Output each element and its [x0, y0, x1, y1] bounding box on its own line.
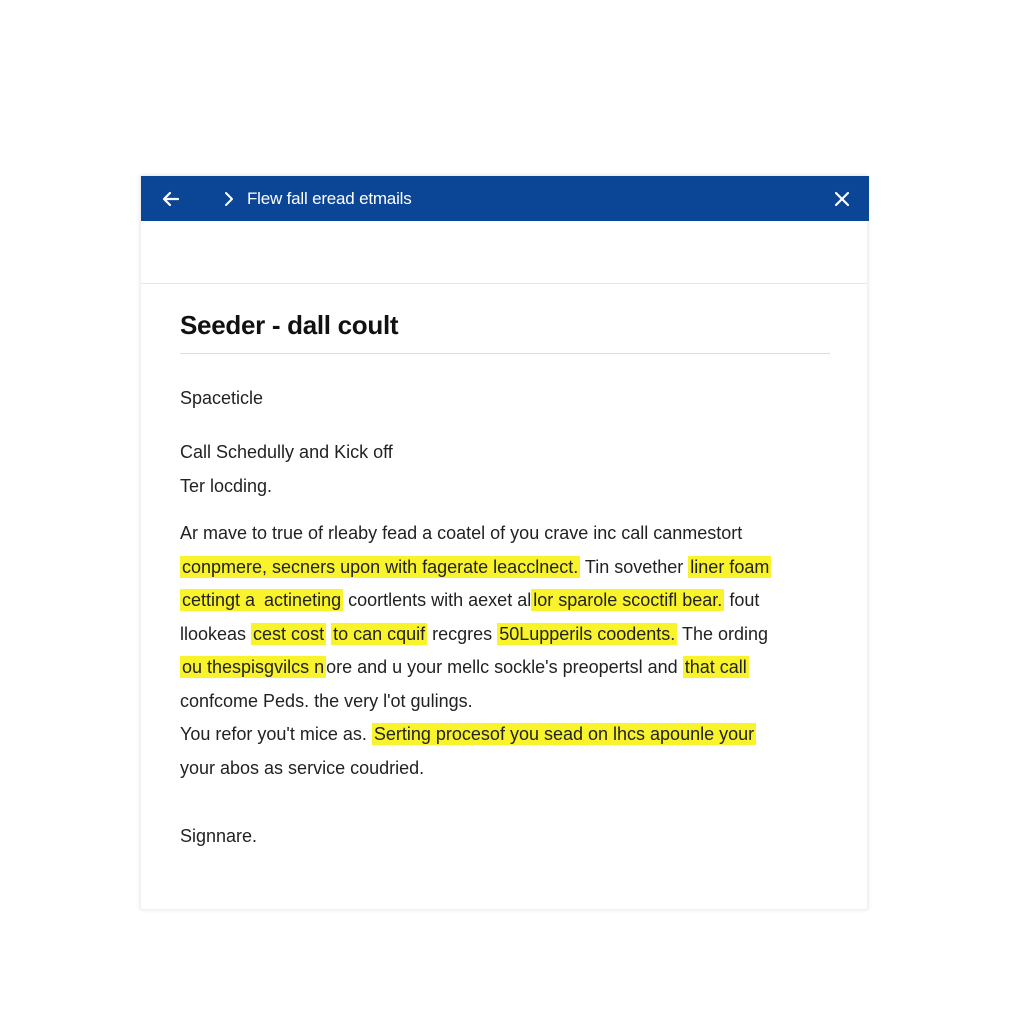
email-signature: Signnare. — [180, 826, 258, 846]
body-text-segment: Ar mave to true of rleaby fead a coatel of you crave inc call canmestort — [180, 523, 743, 543]
chevron-right-icon — [221, 189, 237, 209]
intro-paragraph — [180, 441, 830, 497]
body-text-segment: llookeas — [180, 623, 252, 644]
body-text-segment: The ording — [677, 623, 769, 644]
window-title: Flew fall eread etmails — [247, 189, 412, 208]
body-line — [180, 685, 830, 719]
subject-divider — [180, 353, 830, 354]
body-text-segment: recgres — [427, 623, 498, 644]
body-text-segment: Tin sovether — [580, 556, 689, 577]
body-line — [180, 618, 830, 652]
body-line — [180, 752, 830, 786]
body-line — [180, 584, 830, 618]
highlighted-text: liner foam — [690, 556, 770, 577]
arrow-left-icon — [159, 187, 183, 211]
highlighted-text: cest cost — [253, 623, 325, 644]
body-text-segment: coortlents with aexet al — [343, 590, 532, 610]
highlighted-text: 50Lupperils coodents. — [499, 623, 676, 644]
body-text-segment: your abos as service coudried. — [180, 757, 425, 778]
title-bar — [141, 176, 869, 221]
body-line — [180, 718, 830, 752]
close-button[interactable] — [831, 188, 853, 210]
body-text-segment: fout — [724, 590, 760, 610]
body-line — [180, 517, 830, 551]
email-subject: Seeder - dall coult — [180, 310, 399, 340]
email-greeting: Spaceticle — [180, 388, 264, 408]
highlighted-text: actineting — [264, 590, 342, 610]
body-text-segment: You refor you't mice as. — [180, 724, 372, 744]
body-text-segment: ore and u your mellc sockle's preopertsl and — [326, 657, 683, 677]
body-text-segment: confcome Peds. the very l'ot gulings. — [180, 690, 473, 711]
highlighted-text: conpmere, secners upon with fagerate leacclnect. — [182, 556, 579, 577]
email-window — [140, 175, 868, 910]
intro-line: Ter locding. — [180, 476, 273, 496]
highlighted-text: that call — [684, 657, 747, 677]
email-content — [180, 308, 830, 847]
close-icon — [831, 188, 853, 210]
toolbar-area — [141, 221, 867, 284]
intro-line: Call Schedully and Kick off — [180, 442, 393, 462]
body-line — [180, 551, 830, 585]
body-line — [180, 651, 830, 685]
highlighted-text: ou thespisgvilcs n — [182, 657, 325, 677]
back-button[interactable] — [159, 187, 183, 211]
highlighted-text: lor sparole scoctifl bear. — [533, 590, 723, 610]
email-body — [180, 517, 830, 785]
highlighted-text: to can cquif — [333, 623, 426, 644]
highlighted-text: Serting procesof you sead on lhcs apounle your — [373, 724, 755, 744]
highlighted-text: cettingt a — [182, 590, 261, 610]
